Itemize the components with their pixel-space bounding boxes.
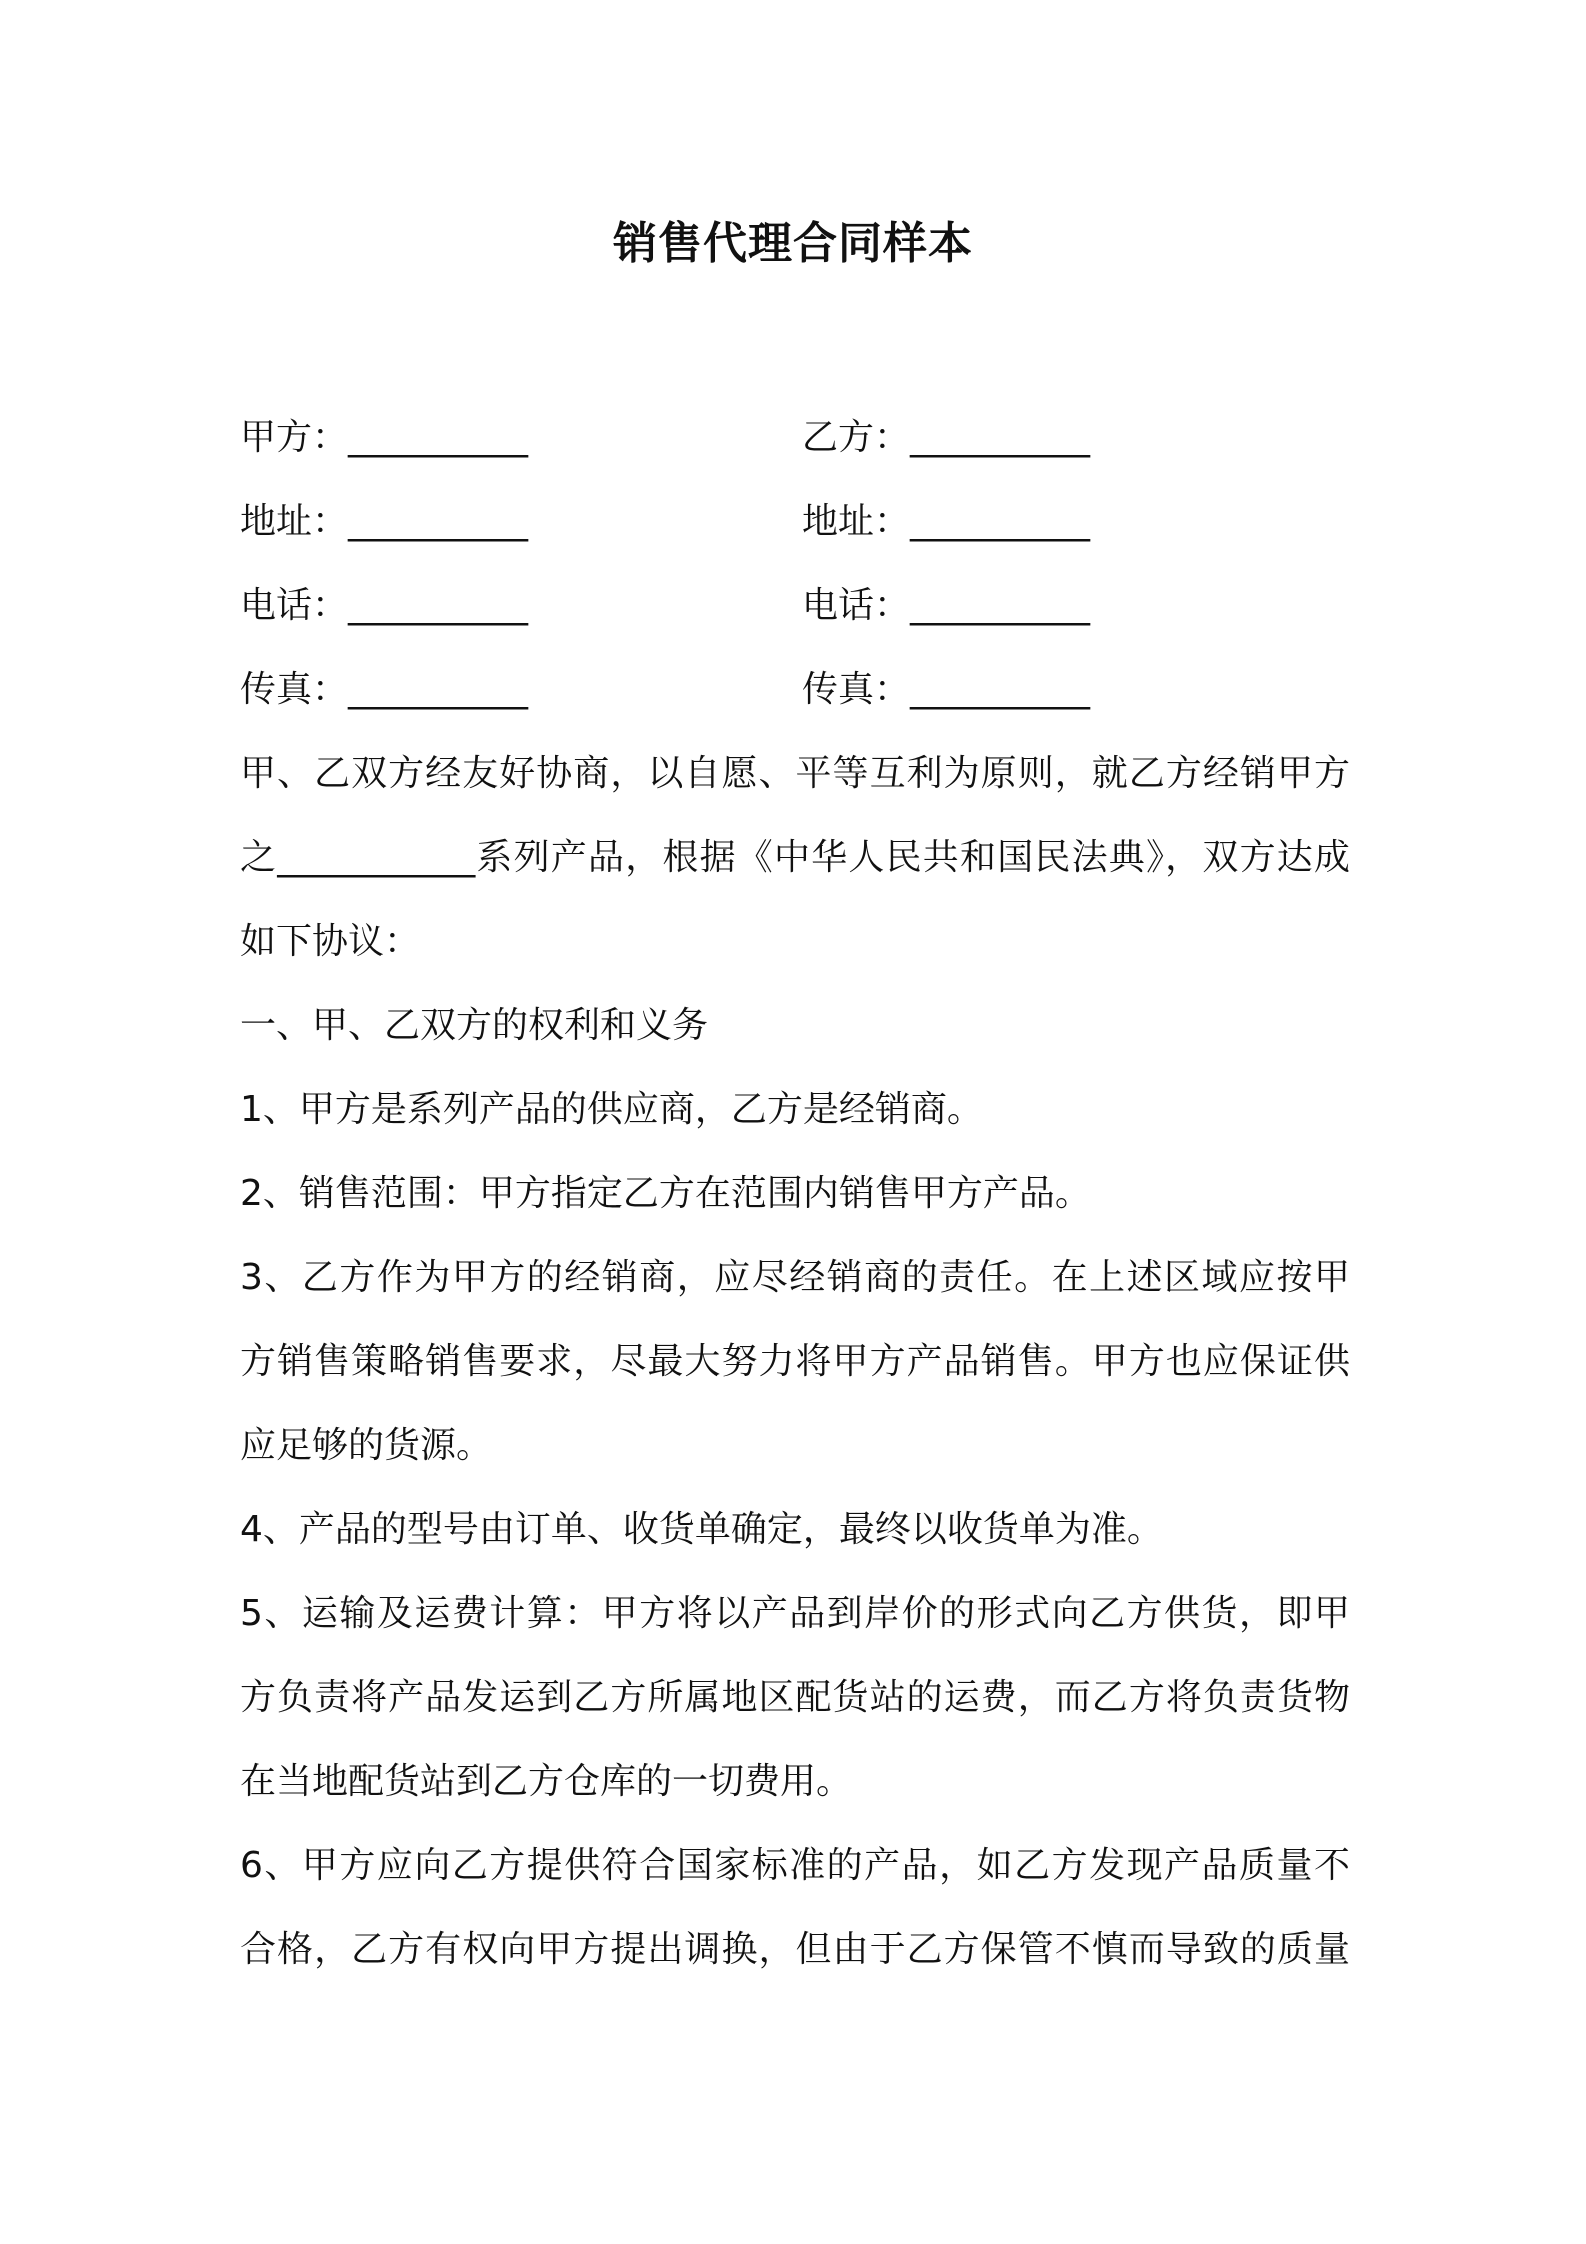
party-b-phone: 电话：__________ — [802, 585, 1091, 626]
document-title: 销售代理合同样本 — [613, 218, 973, 269]
clause-line: 2、销售范围：甲方指定乙方在范围内销售甲方产品。 — [240, 1173, 1091, 1214]
clause-line: 合格，乙方有权向甲方提出调换，但由于乙方保管不慎而导致的质量 — [240, 1929, 1350, 1970]
party-a-address: 地址：__________ — [240, 501, 529, 542]
clause-line: 4、产品的型号由订单、收货单确定，最终以收货单为准。 — [240, 1509, 1163, 1550]
clause-line: 6、甲方应向乙方提供符合国家标准的产品，如乙方发现产品质量不 — [240, 1845, 1350, 1886]
clause-line: 方销售策略销售要求，尽最大努力将甲方产品销售。甲方也应保证供 — [240, 1341, 1350, 1382]
party-a-name: 甲方：__________ — [240, 417, 529, 458]
party-b-address: 地址：__________ — [802, 501, 1091, 542]
paragraph-line: 甲、乙双方经友好协商，以自愿、平等互利为原则，就乙方经销甲方 — [240, 753, 1350, 794]
paragraph-line: 之___________系列产品，根据《中华人民共和国民法典》，双方达成 — [240, 837, 1350, 878]
party-row-address — [240, 492, 1350, 552]
clause-line: 在当地配货站到乙方仓库的一切费用。 — [240, 1761, 853, 1802]
party-row-fax — [240, 660, 1350, 720]
party-a-fax: 传真：__________ — [240, 669, 529, 710]
party-a-phone: 电话：__________ — [240, 585, 529, 626]
party-b-fax: 传真：__________ — [802, 669, 1091, 710]
clause-line: 1、甲方是系列产品的供应商，乙方是经销商。 — [240, 1089, 983, 1130]
party-row-name — [240, 408, 1350, 468]
section-heading: 一、甲、乙双方的权利和义务 — [240, 1005, 709, 1046]
paragraph-line: 如下协议： — [240, 921, 421, 962]
clause-line: 方负责将产品发运到乙方所属地区配货站的运费，而乙方将负责货物 — [240, 1677, 1350, 1718]
clause-line: 5、运输及运费计算：甲方将以产品到岸价的形式向乙方供货，即甲 — [240, 1593, 1350, 1634]
party-b-name: 乙方：__________ — [802, 417, 1091, 458]
clause-line: 应足够的货源。 — [240, 1425, 493, 1466]
party-row-phone — [240, 576, 1350, 636]
clause-line: 3、乙方作为甲方的经销商，应尽经销商的责任。在上述区域应按甲 — [240, 1257, 1350, 1298]
